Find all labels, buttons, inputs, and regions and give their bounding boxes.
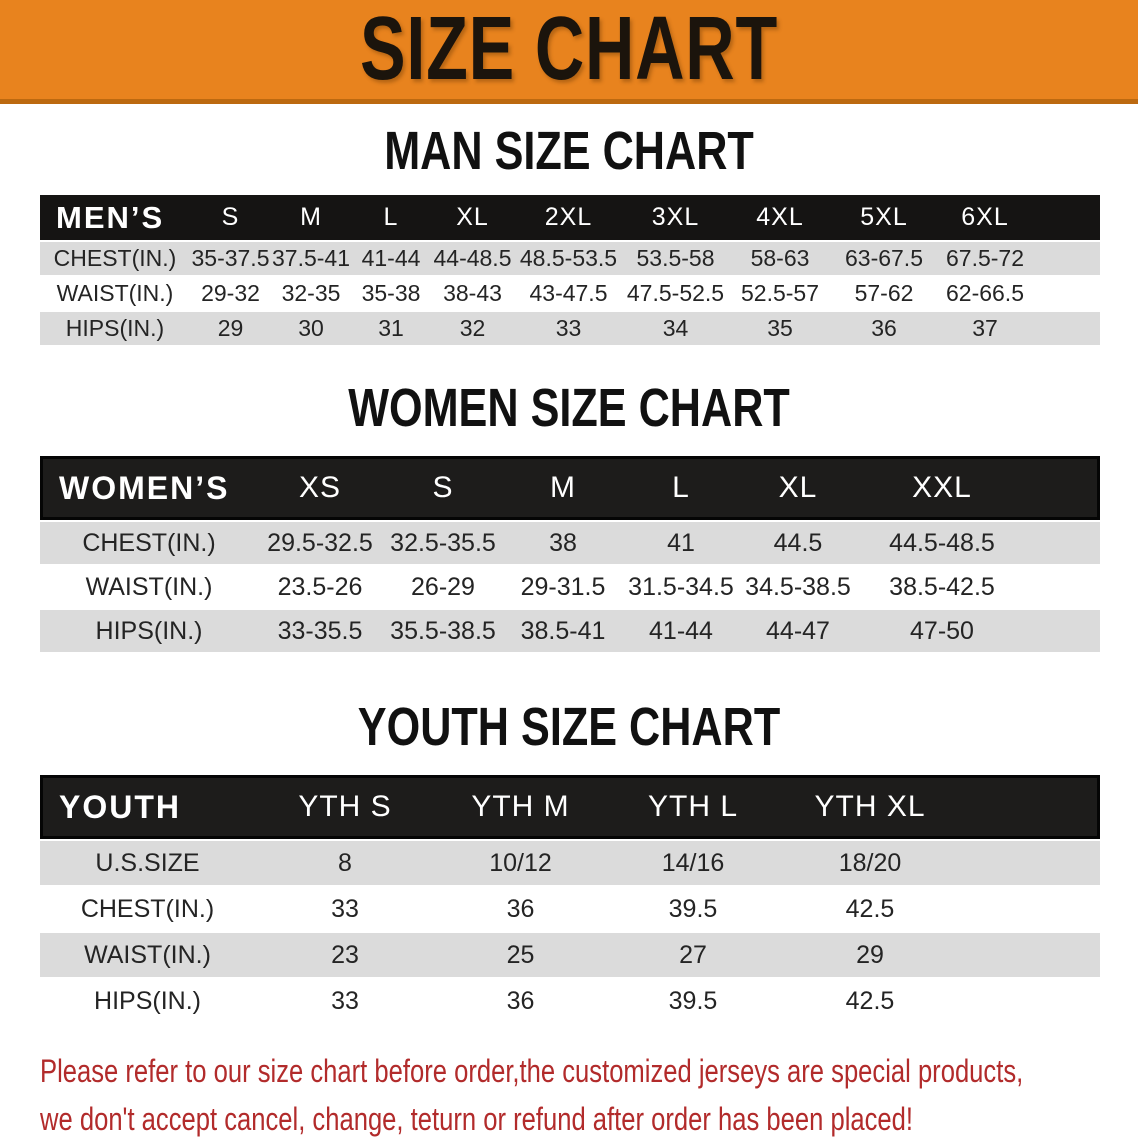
size-column-header: XL: [740, 456, 856, 520]
men-section-heading: [0, 123, 1138, 179]
measurement-value: 32: [431, 312, 514, 345]
row-spacer-cell: [960, 933, 1100, 977]
measurement-value: 44.5: [740, 522, 856, 564]
header-spacer-cell: [1028, 456, 1100, 520]
women-header-row: [40, 456, 1100, 520]
measurement-value: 33: [255, 979, 435, 1023]
measurement-value: 37: [936, 312, 1034, 345]
measurement-value: 38.5-42.5: [856, 566, 1028, 608]
measurement-value: 37.5-41: [271, 242, 351, 275]
row-spacer-cell: [1034, 277, 1100, 310]
measurement-row: [40, 610, 1100, 652]
men-section: [0, 123, 1138, 347]
measurement-value: 36: [435, 979, 606, 1023]
measurement-value: 38: [504, 522, 622, 564]
measurement-value: 38-43: [431, 277, 514, 310]
row-spacer-cell: [960, 979, 1100, 1023]
header-spacer-cell: [960, 775, 1100, 839]
measurement-value: 42.5: [780, 979, 960, 1023]
measurement-value: 41-44: [351, 242, 431, 275]
measurement-value: 29-32: [190, 277, 271, 310]
measurement-value: 33: [514, 312, 623, 345]
size-column-header: 6XL: [936, 195, 1034, 240]
measurement-row: [40, 933, 1100, 977]
measurement-value: 27: [606, 933, 780, 977]
size-column-header: YTH S: [255, 775, 435, 839]
size-column-header: XS: [258, 456, 382, 520]
measurement-value: 29.5-32.5: [258, 522, 382, 564]
measurement-value: 35-38: [351, 277, 431, 310]
women-section-heading: [0, 380, 1138, 436]
youth-section-heading-text: YOUTH SIZE CHART: [357, 697, 781, 757]
measurement-value: 29: [190, 312, 271, 345]
size-column-header: M: [271, 195, 351, 240]
measurement-row: [40, 312, 1100, 345]
youth-header-row: [40, 775, 1100, 839]
measurement-value: 8: [255, 841, 435, 885]
measurement-value: 33: [255, 887, 435, 931]
size-column-header: 3XL: [623, 195, 728, 240]
row-spacer-cell: [1034, 242, 1100, 275]
youth-section-heading: [0, 699, 1138, 755]
measurement-value: 14/16: [606, 841, 780, 885]
measurement-value: 52.5-57: [728, 277, 832, 310]
row-label: CHEST(IN.): [40, 242, 190, 275]
size-column-header: 5XL: [832, 195, 936, 240]
row-spacer-cell: [1028, 610, 1100, 652]
measurement-row: [40, 979, 1100, 1023]
row-spacer-cell: [1034, 312, 1100, 345]
row-label: HIPS(IN.): [40, 312, 190, 345]
measurement-row: [40, 242, 1100, 275]
measurement-value: 39.5: [606, 979, 780, 1023]
row-label: HIPS(IN.): [40, 610, 258, 652]
row-label: CHEST(IN.): [40, 522, 258, 564]
measurement-value: 10/12: [435, 841, 606, 885]
measurement-value: 41: [622, 522, 740, 564]
row-label: CHEST(IN.): [40, 887, 255, 931]
measurement-value: 36: [435, 887, 606, 931]
measurement-value: 32.5-35.5: [382, 522, 504, 564]
size-column-header: L: [351, 195, 431, 240]
youth-size-table: [40, 773, 1100, 1025]
measurement-value: 26-29: [382, 566, 504, 608]
measurement-value: 43-47.5: [514, 277, 623, 310]
measurement-value: 58-63: [728, 242, 832, 275]
row-label: WAIST(IN.): [40, 277, 190, 310]
women-section-heading-text: WOMEN SIZE CHART: [348, 378, 790, 438]
measurement-value: 35-37.5: [190, 242, 271, 275]
measurement-value: 23: [255, 933, 435, 977]
measurement-value: 57-62: [832, 277, 936, 310]
measurement-row: [40, 841, 1100, 885]
measurement-value: 34.5-38.5: [740, 566, 856, 608]
women-size-table: [40, 454, 1100, 654]
row-spacer-cell: [1028, 566, 1100, 608]
youth-section: [0, 699, 1138, 1025]
size-column-header: YTH L: [606, 775, 780, 839]
measurement-value: 63-67.5: [832, 242, 936, 275]
row-spacer-cell: [960, 887, 1100, 931]
measurement-value: 35: [728, 312, 832, 345]
size-column-header: L: [622, 456, 740, 520]
measurement-value: 44-47: [740, 610, 856, 652]
disclaimer-line-1: Please refer to our size chart before order,the customized jerseys are special products,: [40, 1053, 1024, 1089]
measurement-value: 48.5-53.5: [514, 242, 623, 275]
row-spacer-cell: [1028, 522, 1100, 564]
size-column-header: M: [504, 456, 622, 520]
size-column-header: XL: [431, 195, 514, 240]
measurement-value: 34: [623, 312, 728, 345]
size-column-header: S: [382, 456, 504, 520]
measurement-value: 41-44: [622, 610, 740, 652]
measurement-value: 32-35: [271, 277, 351, 310]
measurement-value: 31.5-34.5: [622, 566, 740, 608]
table-corner-label: YOUTH: [40, 775, 255, 839]
measurement-value: 18/20: [780, 841, 960, 885]
measurement-value: 47-50: [856, 610, 1028, 652]
size-column-header: S: [190, 195, 271, 240]
size-column-header: YTH XL: [780, 775, 960, 839]
size-column-header: YTH M: [435, 775, 606, 839]
measurement-value: 47.5-52.5: [623, 277, 728, 310]
measurement-value: 33-35.5: [258, 610, 382, 652]
measurement-row: [40, 887, 1100, 931]
measurement-value: 62-66.5: [936, 277, 1034, 310]
row-label: U.S.SIZE: [40, 841, 255, 885]
measurement-value: 29-31.5: [504, 566, 622, 608]
row-label: HIPS(IN.): [40, 979, 255, 1023]
measurement-value: 39.5: [606, 887, 780, 931]
disclaimer-note: [40, 1047, 1138, 1143]
men-section-heading-text: MAN SIZE CHART: [384, 121, 754, 181]
size-column-header: XXL: [856, 456, 1028, 520]
banner: [0, 0, 1138, 104]
row-spacer-cell: [960, 841, 1100, 885]
measurement-value: 30: [271, 312, 351, 345]
men-header-row: [40, 195, 1100, 240]
measurement-value: 67.5-72: [936, 242, 1034, 275]
measurement-value: 35.5-38.5: [382, 610, 504, 652]
measurement-value: 53.5-58: [623, 242, 728, 275]
banner-title: SIZE CHART: [360, 0, 778, 99]
measurement-row: [40, 277, 1100, 310]
measurement-value: 44-48.5: [431, 242, 514, 275]
header-spacer-cell: [1034, 195, 1100, 240]
measurement-value: 42.5: [780, 887, 960, 931]
disclaimer-line-2: we don't accept cancel, change, teturn or refund after order has been placed!: [40, 1101, 913, 1137]
measurement-value: 25: [435, 933, 606, 977]
size-column-header: 4XL: [728, 195, 832, 240]
measurement-value: 29: [780, 933, 960, 977]
measurement-value: 31: [351, 312, 431, 345]
women-section: [0, 380, 1138, 654]
size-column-header: 2XL: [514, 195, 623, 240]
row-label: WAIST(IN.): [40, 933, 255, 977]
measurement-row: [40, 566, 1100, 608]
measurement-row: [40, 522, 1100, 564]
measurement-value: 44.5-48.5: [856, 522, 1028, 564]
row-label: WAIST(IN.): [40, 566, 258, 608]
measurement-value: 23.5-26: [258, 566, 382, 608]
measurement-value: 38.5-41: [504, 610, 622, 652]
table-corner-label: WOMEN’S: [40, 456, 258, 520]
measurement-value: 36: [832, 312, 936, 345]
table-corner-label: MEN’S: [40, 195, 190, 240]
men-size-table: [40, 193, 1100, 347]
